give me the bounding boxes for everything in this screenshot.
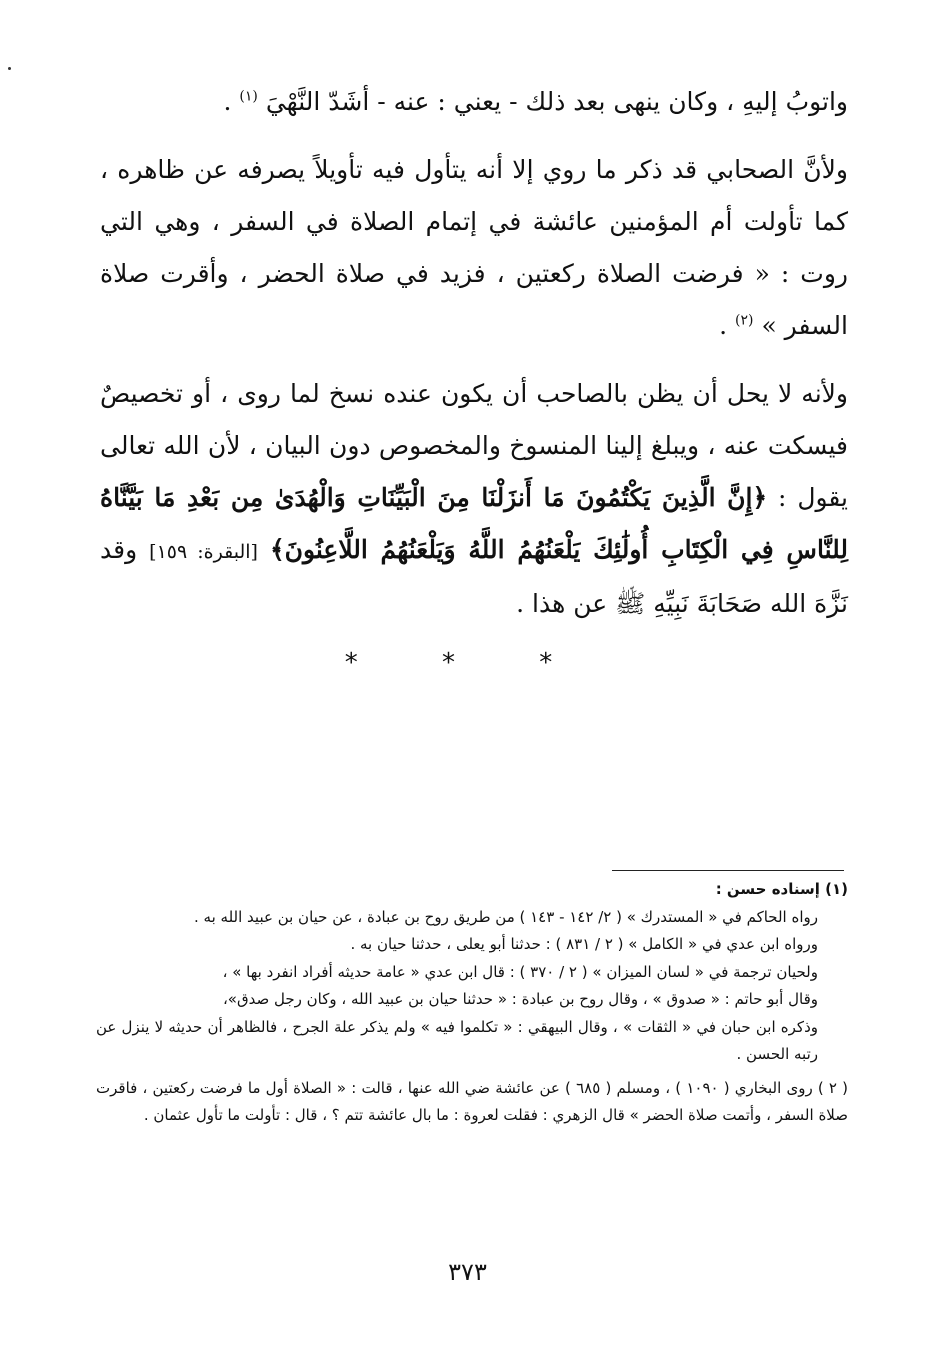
page-number: ٣٧٣ [448,1258,487,1286]
footnote-1-line: ورواه ابن عدي في « الكامل » ( ٢ / ٨٣١ ) : حدثنا أبو يعلى ، حدثنا حيان به . [350,935,818,953]
surah-reference: [البقرة: ١٥٩] [149,541,258,563]
paragraph-3-end: وقد نَزَّهَ الله صَحَابَةَ نَبِيِّهِ ﷺ عن هذا . [100,535,848,618]
paragraph-1 [100,76,848,128]
footnote-1-line: ولحيان ترجمة في « لسان الميزان » ( ٢ / ٣٧٠ ) : قال ابن عدي « عامة حديثه أفراد انفرد بها » ، [222,962,818,981]
quran-verse: ﴿إِنَّ الَّذِينَ يَكْتُمُونَ مَا أَنزَلْنَا مِنَ الْبَيِّنَاتِ وَالْهُدَىٰ مِن بَعْدِ مَا بَيَّنَّاهُ لِلنَّاسِ فِي الْكِتَابِ أُولَٰئِكَ يَلْعَنُهُمُ اللَّهُ وَيَلْعَنُهُمُ اللَّاعِنُونَ﴾ [100,483,849,564]
footnote-1-line: رواه الحاكم في « المستدرك » ( ٢/ ١٤٢ - ١٤٣ ) من طريق روح بن عبادة ، عن حيان بن عبيد الله به . [194,907,818,926]
scan-speck [8,67,11,70]
main-text [100,76,848,630]
footnote-1-line: وذكره ابن حبان في « الثقات » ، وقال البيهقي : « تكلموا فيه » ولم يذكر علة الجرح ، فالظاهر أن حديثه لا ينزل عن رتبه الحسن . [96,1017,818,1063]
paragraph-1-text: واتوبُ إليهِ ، وكان ينهى بعد ذلك - يعني : عنه - أشَدّ النَّهْيَ [265,87,848,116]
paragraph-3 [100,368,848,630]
paragraph-2 [100,144,848,352]
paragraph-2-end: . [719,311,728,340]
footnote-rule [612,870,844,871]
section-separator: * * * [344,648,591,678]
paragraph-2-text: ولأنَّ الصحابي قد ذكر ما روي إلا أنه يتأول فيه تأويلاً يصرفه عن ظاهره ، كما تأولت أم المؤمنين عائشة في إتمام الصلاة في السفر ، وهي التي روت : « فرضت الصلاة ركعتين ، فزيد في صلاة الحضر ، وأقرت صلاة السفر » [100,155,848,340]
footnote-1-line: وقال أبو حاتم : « صدوق » ، وقال روح بن عبادة : « حدثنا حيان بن عبيد الله ، وكان رجل صدق»، [222,990,818,1008]
footnote-2 [96,1075,848,1130]
footnote-1-title: (١) إسناده حسن : [715,880,848,898]
footnote-1 [96,876,848,1069]
footnote-ref-2: (٢) [735,312,754,329]
paragraph-1-end: . [223,87,232,116]
footnote-2-text: ( ٢ ) روى البخاري ( ١٠٩٠ ) ، ومسلم ( ٦٨٥ ) عن عائشة ضي الله عنها ، قالت : « الصلاة أول ما فرضت ركعتين ، فاقرت صلاة السفر ، وأتمت صلاة الحضر » قال الزهري : فقلت لعروة : ما بال عائشة تتم ؟ ، قال : تأولت ما تأول عثمان . [96,1078,849,1124]
footnote-ref-1: (١) [239,88,258,105]
paragraph-3-text: ولأنه لا يحل أن يظن بالصاحب أن يكون عنده نسخ لما روى ، أو تخصيصٌ فيسكت عنه ، ويبلغ إلينا المنسوخ والمخصوص دون البيان ، لأن الله تعالى يقول : [100,379,849,512]
footnotes [96,876,848,1130]
